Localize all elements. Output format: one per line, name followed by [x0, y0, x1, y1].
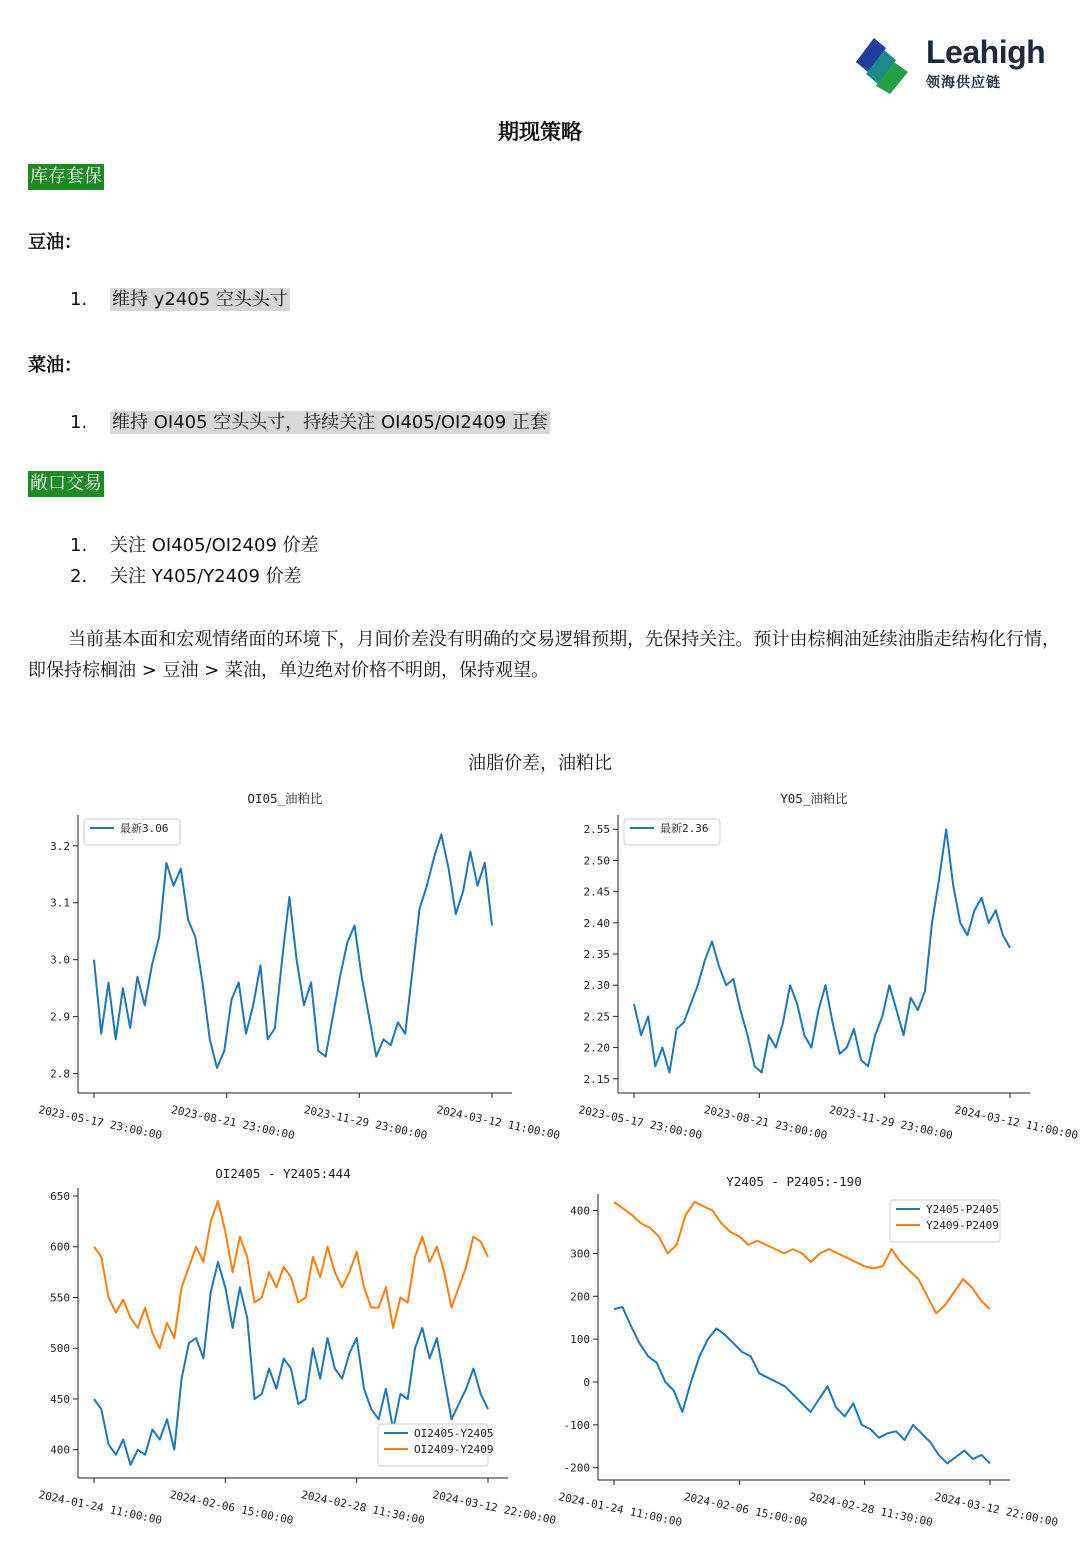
y-tick-label: 650: [50, 1190, 70, 1203]
chart-y2405-p2405-spread: [540, 1160, 1080, 1530]
list-text: 关注 OI405/OI2409 价差: [110, 535, 319, 556]
y-tick-label: 100: [570, 1333, 590, 1347]
y-tick-label: 2.50: [583, 854, 610, 868]
series-line-最新2.36: [634, 829, 1010, 1072]
soybean-oil-heading: 豆油：: [28, 232, 82, 253]
y-tick-label: 2.25: [583, 1010, 610, 1024]
list-item: [70, 564, 302, 590]
chart-y05-oil-meal-ratio: [540, 785, 1080, 1143]
list-item: [70, 410, 550, 436]
legend-label: OI2405-Y2405: [414, 1427, 494, 1440]
chart-oi2405-y2405-spread: [0, 1160, 558, 1530]
x-tick-label: 2024-03-12 22:00:00: [431, 1488, 558, 1528]
x-tick-label: 2024-01-24 11:00:00: [557, 1490, 684, 1530]
x-tick-label: 2024-02-06 15:00:00: [168, 1488, 295, 1528]
y-tick-label: -100: [563, 1418, 590, 1432]
y-tick-label: 300: [570, 1247, 590, 1261]
chart-title: Y2405 - P2405:-190: [726, 1174, 862, 1189]
x-tick-label: 2023-08-21 23:00:00: [702, 1103, 829, 1143]
section-tag-inventory-hedge: 库存套保: [28, 164, 104, 190]
list-text: 关注 Y405/Y2409 价差: [110, 566, 302, 587]
legend-label: Y2405-P2405: [926, 1203, 999, 1216]
logo-wordmark: Leahigh: [926, 34, 1046, 70]
x-tick-label: 2023-05-17 23:00:00: [577, 1103, 704, 1143]
x-tick-label: 2024-03-12 11:00:00: [953, 1103, 1080, 1143]
company-logo: [852, 30, 1062, 100]
y-tick-label: 2.40: [583, 916, 610, 930]
leahigh-logo-icon: [852, 30, 918, 96]
y-tick-label: 2.30: [583, 979, 610, 993]
x-tick-label: 2023-11-29 23:00:00: [828, 1103, 954, 1143]
y-tick-label: 3.0: [50, 953, 70, 967]
y-tick-label: 600: [50, 1240, 70, 1254]
strategy-paragraph: 当前基本面和宏观情绪面的环境下，月间价差没有明确的交易逻辑预期，先保持关注。预计由棕榈油延续油脂走结构化行情，即保持棕榈油 > 豆油 > 菜油，单边绝对价格不明朗，保持观望。: [28, 629, 1060, 681]
chart-oi05-oil-meal-ratio: [0, 785, 562, 1143]
x-tick-label: 2023-08-21 23:00:00: [170, 1103, 296, 1143]
x-tick-label: 2024-02-06 15:00:00: [682, 1490, 809, 1530]
page-title: 期现策略: [498, 120, 582, 144]
y-tick-label: 3.2: [50, 839, 70, 853]
series-line-OI2409-Y2409: [94, 1201, 488, 1348]
y-tick-label: -200: [563, 1461, 590, 1475]
rapeseed-oil-heading: 菜油：: [28, 355, 82, 376]
x-tick-label: 2023-11-29 23:00:00: [302, 1103, 429, 1143]
chart-title: OI2405 - Y2405:444: [215, 1166, 351, 1181]
y-tick-label: 550: [50, 1291, 70, 1305]
logo-subtitle: 领海供应链: [926, 75, 1001, 91]
y-tick-label: 3.1: [50, 896, 70, 910]
figure-title: 油脂价差，油粕比: [468, 753, 612, 774]
legend-label: OI2409-Y2409: [414, 1443, 494, 1456]
list-text: 维持 OI405 空头头寸，持续关注 OI405/OI2409 正套: [112, 412, 548, 433]
y-tick-label: 0: [583, 1376, 590, 1389]
chart-title: Y05_油粕比: [780, 791, 848, 806]
series-line-最新3.06: [94, 834, 492, 1068]
y-tick-label: 2.35: [583, 948, 610, 961]
list-number: 1.: [70, 535, 88, 556]
section-tag-exposure-trading: 敞口交易: [28, 471, 104, 497]
legend-label: 最新3.06: [120, 822, 169, 835]
x-tick-label: 2024-03-12 22:00:00: [933, 1490, 1060, 1530]
x-tick-label: 2024-02-28 11:30:00: [808, 1490, 934, 1530]
x-tick-label: 2024-03-12 11:00:00: [435, 1103, 562, 1143]
list-item: [70, 533, 319, 559]
y-tick-label: 500: [50, 1342, 70, 1356]
series-line-Y2405-P2405: [614, 1307, 990, 1463]
y-tick-label: 400: [570, 1204, 590, 1218]
x-tick-label: 2024-02-28 11:30:00: [300, 1488, 426, 1528]
list-number: 1.: [70, 289, 88, 310]
y-tick-label: 2.15: [583, 1072, 610, 1086]
y-tick-label: 2.45: [583, 885, 610, 899]
y-tick-label: 2.8: [50, 1067, 70, 1081]
list-item: [70, 287, 290, 313]
y-tick-label: 2.55: [583, 823, 610, 837]
legend-label: 最新2.36: [660, 822, 709, 835]
y-tick-label: 400: [50, 1443, 70, 1457]
y-tick-label: 2.9: [50, 1010, 70, 1024]
legend-label: Y2409-P2409: [926, 1219, 999, 1232]
x-tick-label: 2023-05-17 23:00:00: [37, 1103, 164, 1143]
list-number: 1.: [70, 412, 88, 433]
chart-title: OI05_油粕比: [247, 791, 323, 806]
y-tick-label: 2.20: [583, 1041, 610, 1055]
y-tick-label: 450: [50, 1392, 70, 1406]
list-number: 2.: [70, 566, 88, 587]
list-text: 维持 y2405 空头头寸: [112, 289, 288, 310]
x-tick-label: 2024-01-24 11:00:00: [37, 1488, 164, 1528]
y-tick-label: 200: [570, 1290, 590, 1304]
